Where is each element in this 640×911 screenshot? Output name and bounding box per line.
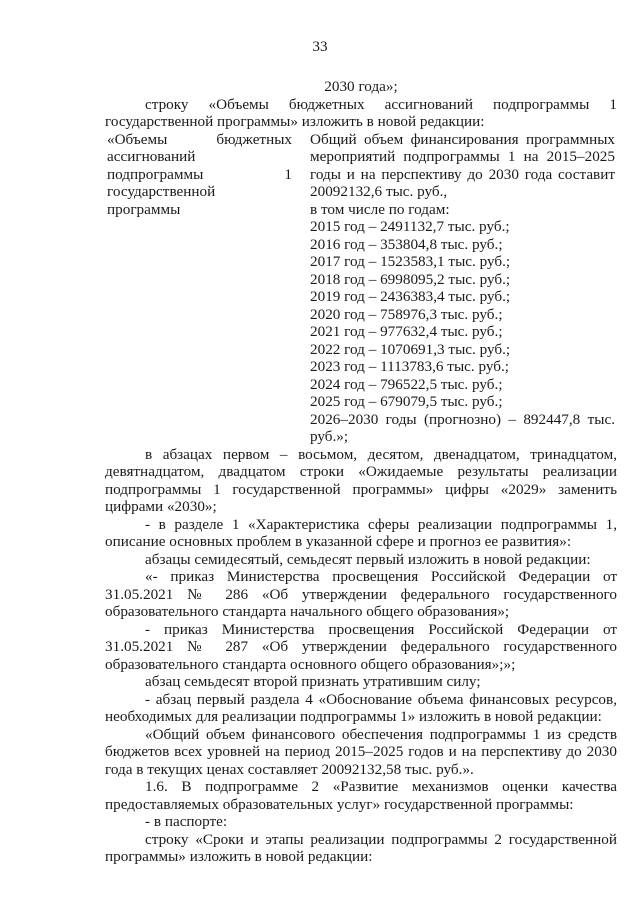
paragraph: 1.6. В подпрограмме 2 «Развитие механизмов оценки качества предоставляемых образовательных услуг» государственной программы: [105,778,617,813]
year-row: 2015 год – 2491132,7 тыс. руб.; [310,218,510,235]
paragraph: - абзац первый раздела 4 «Обоснование объема финансовых ресурсов, необходимых для реализации подпрограммы 1» изложить в новой редакции: [105,690,617,725]
year-row: 2024 год – 796522,5 тыс. руб.; [310,375,503,393]
year-row: 2017 год – 1523583,1 тыс. руб.; [310,253,511,270]
paragraph: - в разделе 1 «Характеристика сферы реализации подпрограммы 1, описание основных проблем в указанной сфере и прогноз ее развития»: [105,515,617,550]
year-row: 2023 год – 1113783,6 тыс. руб.; [310,358,510,375]
years-list [310,218,615,411]
funding-table [105,131,617,446]
year-row: 2020 год – 758976,3 тыс. руб.; [310,305,503,323]
paragraph: абзацы семидесятый, семьдесят первый изложить в новой редакции: [145,550,591,568]
paragraph: «Общий объем финансового обеспечения подпрограммы 1 из средств бюджетов всех уровней на период 2015–2025 годов и на перспективу до 2030 года в текущих ценах составляет 20092132,58 тыс. руб.». [105,725,617,778]
paragraph: - приказ Министерства просвещения Российской Федерации от 31.05.2021 № 287 «Об утверждении федерального государственного образовательного стандарта основного общего образования»;»; [105,620,617,673]
intro-line: 2030 года»; [324,78,398,95]
year-row: 2019 год – 2436383,4 тыс. руб.; [310,288,511,305]
page-number: 33 [312,38,328,55]
year-row: 2021 год – 977632,4 тыс. руб.; [310,323,503,340]
year-row: 2025 год – 679079,5 тыс. руб.; [310,393,503,410]
document-body [105,78,617,866]
forecast-row: 2026–2030 годы (прогнозно) – 892447,8 тыс. руб.»; [310,410,615,445]
table-right-cell [310,131,615,446]
paragraph-row-title: строку «Объемы бюджетных ассигнований подпрограммы 1 государственной программы» изложить в новой редакции: [105,95,617,130]
paragraph: абзац семьдесят второй признать утратившим силу; [145,673,481,690]
year-row: 2018 год – 6998095,2 тыс. руб.; [310,270,511,288]
paragraph: в абзацах первом – восьмом, десятом, двенадцатом, тринадцатом, девятнадцатом, двадцатом строки «Ожидаемые результаты реализации подпрограммы 1 государственной программы» цифры «2029» заменить цифрами «2030»; [105,445,617,515]
paragraph: - в паспорте: [145,813,228,830]
paragraph: «- приказ Министерства просвещения Российской Федерации от 31.05.2021 № 286 «Об утверждении федерального государственного образовательного стандарта начального общего образования»; [105,568,617,620]
table-left-cell: «Объемы бюджетных ассигнований подпрограммы 1 государственной программы [107,130,292,218]
funding-total: Общий объем финансирования программных мероприятий подпрограммы 1 на 2015–2025 годы и на перспективу до 2030 года составит 20092132,6 тыс. руб., [310,130,615,200]
year-row: 2022 год – 1070691,3 тыс. руб.; [310,340,511,358]
by-years-label: в том числе по годам: [310,200,450,218]
year-row: 2016 год – 353804,8 тыс. руб.; [310,235,503,253]
paragraph: строку «Сроки и этапы реализации подпрограммы 2 государственной программы» изложить в новой редакции: [105,830,617,865]
